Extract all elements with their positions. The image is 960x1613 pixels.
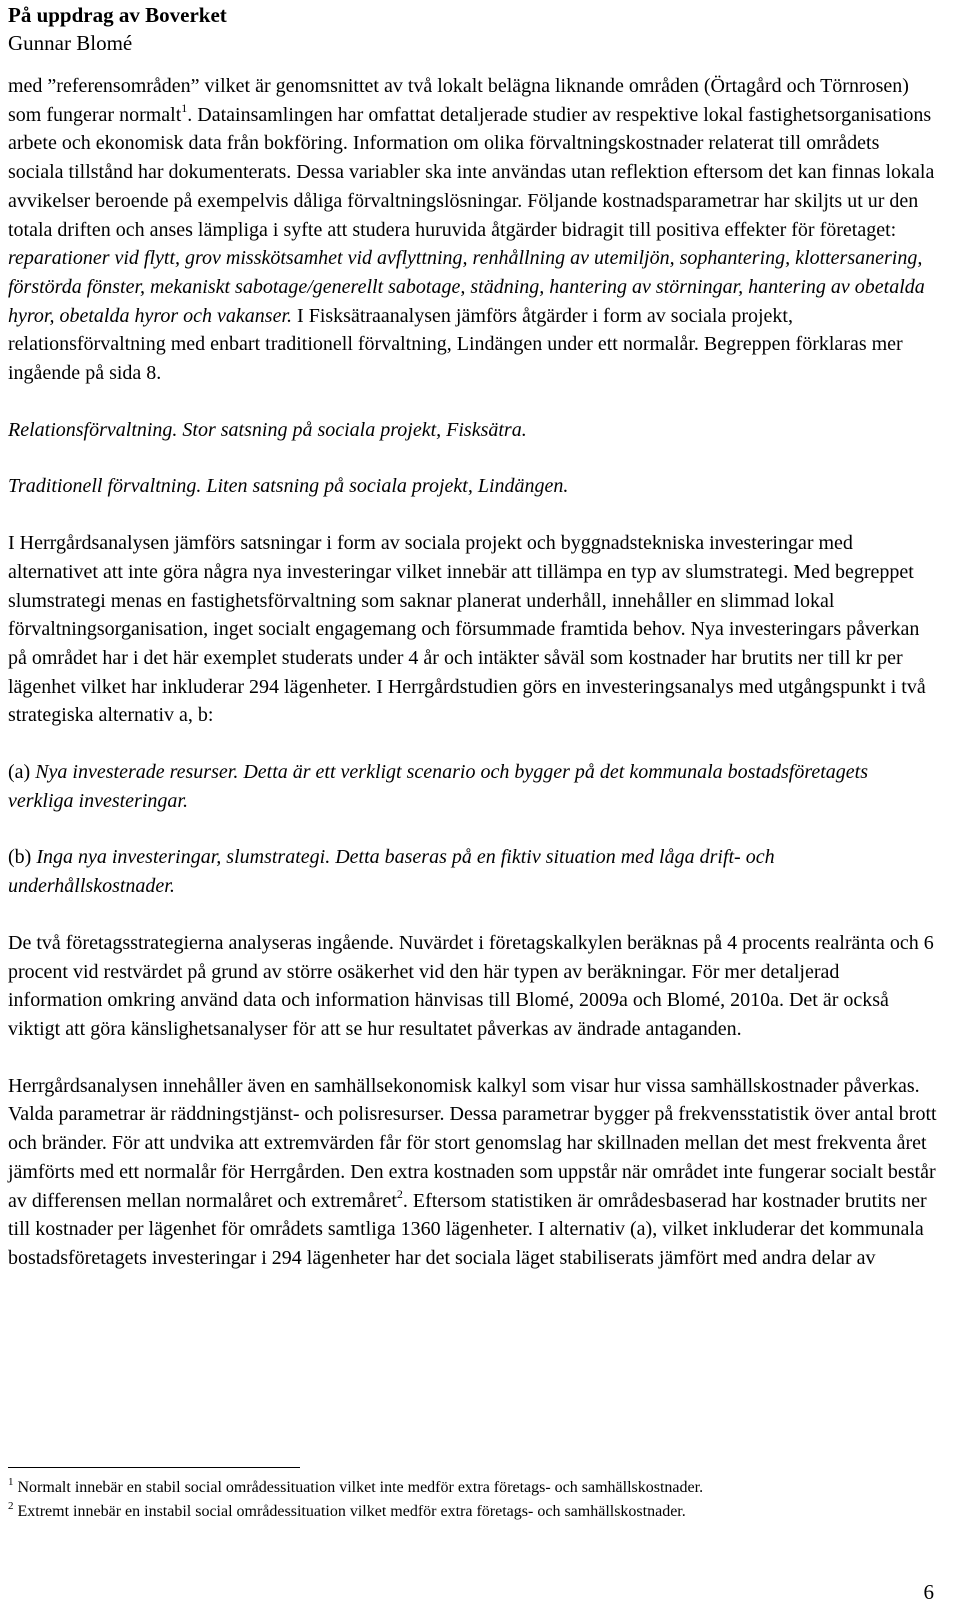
alternative-b bbox=[8, 843, 938, 900]
footnote-1-text: Normalt innebär en stabil social områdessituation vilket inte medför extra företags- och samhällskostnader. bbox=[13, 1479, 704, 1496]
footnote-ref-1: 1 bbox=[181, 100, 188, 115]
paragraph-method-text-a: med ”referensområden” vilket är genomsnittet av två lokalt belägna liknande områden (Örtagård och Törnrosen) som fungerar normalt bbox=[8, 75, 909, 126]
footnote-1-number: 1 bbox=[8, 1476, 14, 1488]
footnote-2 bbox=[8, 1500, 938, 1524]
paragraph-socioeconomic-text-a: Herrgårdsanalysen innehåller även en samhällsekonomisk kalkyl som visar hur vissa samhällskostnader påverkas. Valda parametrar är räddningstjänst- och polisresurser. Dessa parametrar bygger på frekvensstatistik över antal brott och bränder. För att undvika att extremvärden får för stort genomslag har skillnaden mellan det mest frekventa året jämförts med ett normalår för Herrgården. Den extra kostnaden som uppstår när området inte fungerar socialt består av differensen mellan normalåret och extremåret bbox=[8, 1074, 937, 1212]
alternative-b-label: (b) bbox=[8, 846, 37, 869]
footnote-2-number: 2 bbox=[8, 1500, 14, 1512]
body-text bbox=[8, 72, 938, 1273]
alternative-a-label: (a) bbox=[8, 761, 36, 784]
paragraph-strategies: De två företagsstrategierna analyseras ingående. Nuvärdet i företagskalkylen beräknas på 4 procents realränta och 6 procent vid restvärdet på grund av större osäkerhet vid den här typen av beräkningar. För mer detaljerad information omkring använd data och information hänvisas till Blomé, 2009a och Blomé, 2010a. Det är också viktigt att göra känslighetsanalyser för att se hur resultatet påverkas av ändrade antaganden. bbox=[8, 931, 934, 1040]
alternative-b-text: Inga nya investeringar, slumstrategi. Detta baseras på en fiktiv situation med låga drift- och underhållskostnader. bbox=[8, 846, 775, 898]
paragraph-method-text-b: . Datainsamlingen har omfattat detaljerade studier av respektive lokal fastighetsorganisations arbete och ekonomisk data från bokföring. Information om olika förvaltningskostnader relaterat till områdets sociala tillstånd har dokumenterats. Dessa variabler ska inte användas utan reflektion eftersom det kan finnas lokala avvikelser beroende på exempelvis dåliga förvaltningslösningar. Följande kostnadsparametrar har skiljts ut ur den totala driften och anses lämpliga i syfte att studera huruvida åtgärder bidragit till positiva effekter för företaget: bbox=[8, 103, 935, 241]
case-traditionell-text: Traditionell förvaltning. Liten satsning på sociala projekt, Lindängen. bbox=[8, 475, 569, 498]
case-relationsforvaltning-text: Relationsförvaltning. Stor satsning på sociala projekt, Fisksätra. bbox=[8, 418, 527, 441]
paragraph-herrgarden: I Herrgårdsanalysen jämförs satsningar i form av sociala projekt och byggnadstekniska investeringar med alternativet att inte göra några nya investeringar vilket innebär att tillämpa en typ av slumstrategi. Med begreppet slumstrategi menas en fastighetsförvaltning som saknar planerat underhåll, innehåller en slimmad lokal förvaltningsorganisation, inget socialt engagemang och försummade framtida behov. Nya investeringars påverkan på området har i det här exemplet studerats under 4 år och intäkter såväl som kostnader har brutits ner till kr per lägenhet vilket har inkluderar 294 lägenheter. I Herrgårdstudien görs en investeringsanalys med utgångspunkt i två strategiska alternativ a, b: bbox=[8, 532, 926, 727]
footnote-1 bbox=[8, 1476, 938, 1500]
paragraph-method-text-c: I Fisksätraanalysen jämförs åtgärder i form av sociala projekt, relationsförvaltning med enbart traditionell förvaltning, Lindängen under ett normalår. Begreppen förklaras mer ingående på sida 8. bbox=[8, 304, 903, 385]
case-traditionell bbox=[8, 472, 938, 501]
footnote-ref-2: 2 bbox=[396, 1186, 403, 1201]
paragraph-socioeconomic-text-b: . Eftersom statistiken är områdesbaserad har kostnader brutits ner till kostnader per lägenhet för områdets samtliga 1360 lägenheter. I alternativ (a), vilket inkluderar det kommunala bostadsföretagets investeringar i 294 lägenheter har det sociala läget stabiliserats jämfört med andra delar av bbox=[8, 1189, 927, 1269]
footnote-2-text: Extremt innebär en instabil social områdessituation vilket medför extra företags- och samhällskostnader. bbox=[13, 1503, 686, 1520]
footnote-separator bbox=[8, 1467, 300, 1468]
cost-parameters-list: reparationer vid flytt, grov misskötsamhet vid avflyttning, renhållning av utemiljön, sophantering, klottersanering, förstörda fönster, mekaniskt sabotage/generellt sabotage, städning, hantering av störningar, hantering av obetalda hyror, obetalda hyror och vakanser. bbox=[8, 247, 925, 327]
alternative-a-text: Nya investerade resurser. Detta är ett verkligt scenario och bygger på det kommunala bostadsföretagets verkliga investeringar. bbox=[8, 761, 869, 812]
case-relationsforvaltning bbox=[8, 416, 938, 445]
page-number: 6 bbox=[923, 1580, 934, 1604]
paragraph-socioeconomic bbox=[8, 1072, 938, 1273]
document-header-title: På uppdrag av Boverket bbox=[8, 3, 227, 27]
footnotes bbox=[8, 1476, 938, 1524]
paragraph-method bbox=[8, 72, 938, 388]
alternative-a bbox=[8, 758, 938, 815]
document-header-author: Gunnar Blomé bbox=[8, 31, 133, 55]
